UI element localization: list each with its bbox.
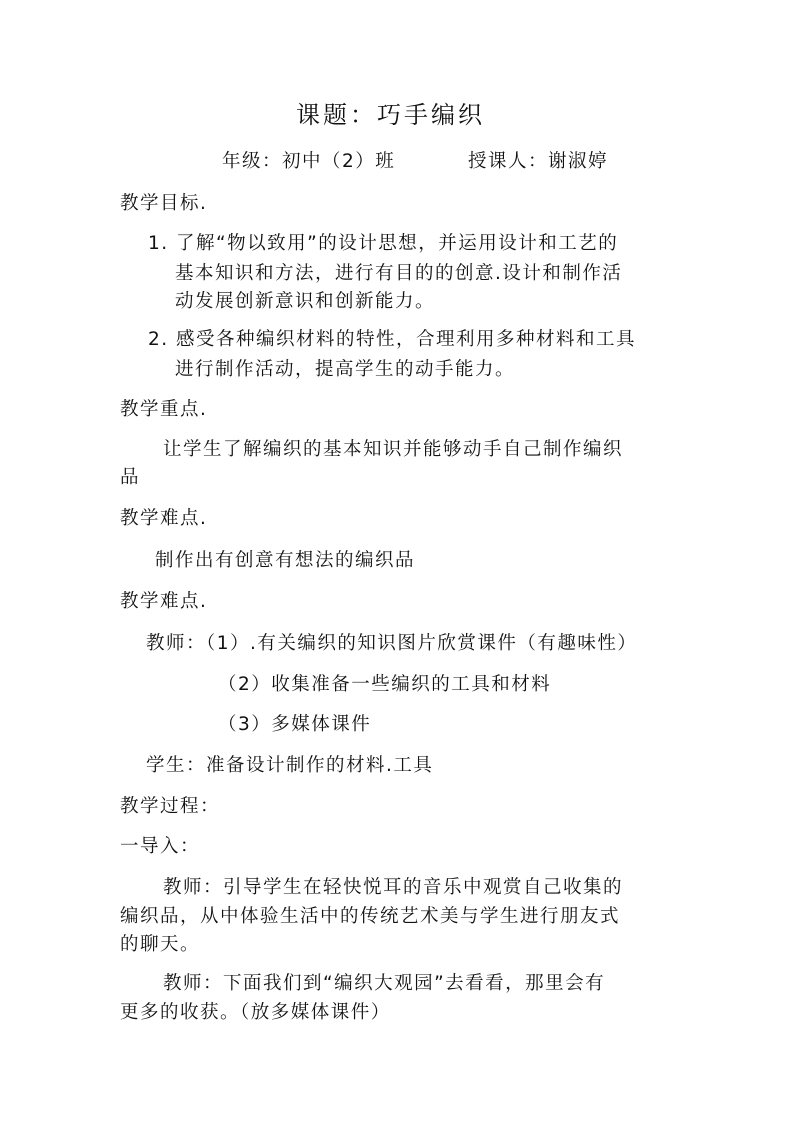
key-points-line-2: 品	[120, 467, 141, 488]
preparation-teacher-1: 教师：（1）.有关编织的知识图片欣赏课件（有趣味性）	[146, 633, 638, 654]
preparation-student: 学生：准备设计制作的材料.工具	[146, 755, 434, 776]
process-para-2-line-1: 教师：下面我们到“编织大观园”去看看，那里会有	[163, 973, 606, 994]
teacher-label: 授课人：谢淑婷	[468, 151, 609, 172]
page-title: 课题：巧手编织	[296, 101, 485, 129]
preparation-teacher-2: （2）收集准备一些编织的工具和材料	[218, 674, 552, 695]
process-para-1-line-2: 编织品，从中体验生活中的传统艺术美与学生进行朋友式	[120, 906, 621, 927]
key-points-line-1: 让学生了解编织的基本知识并能够动手自己制作编织	[163, 439, 624, 460]
objectives-heading: 教学目标.	[120, 193, 208, 214]
process-para-2-line-2: 更多的收获。（放多媒体课件）	[120, 1002, 391, 1023]
objective-2-line-2: 进行制作活动，提高学生的动手能力。	[175, 359, 516, 380]
preparation-heading: 教学难点.	[120, 591, 208, 612]
process-para-1-line-1: 教师：引导学生在轻快悦耳的音乐中观赏自己收集的	[163, 877, 624, 898]
process-section-1: 一导入：	[120, 836, 201, 857]
key-points-heading: 教学重点.	[120, 399, 208, 420]
objective-1-line-1: 1. 了解“物以致用”的设计思想，并运用设计和工艺的	[148, 233, 619, 254]
preparation-teacher-3: （3）多媒体课件	[218, 714, 372, 735]
objective-2-line-1: 2. 感受各种编织材料的特性，合理利用多种材料和工具	[148, 329, 637, 350]
grade-label: 年级：初中（2）班	[222, 151, 396, 172]
objective-1-line-2: 基本知识和方法，进行有目的的创意.设计和制作活	[175, 263, 623, 284]
objective-1-line-3: 动发展创新意识和创新能力。	[175, 291, 436, 312]
process-para-1-line-3: 的聊天。	[120, 934, 201, 955]
difficulties-heading: 教学难点.	[120, 508, 208, 529]
difficulties-line-1: 制作出有创意有想法的编织品	[155, 550, 416, 571]
process-heading: 教学过程：	[120, 796, 221, 817]
